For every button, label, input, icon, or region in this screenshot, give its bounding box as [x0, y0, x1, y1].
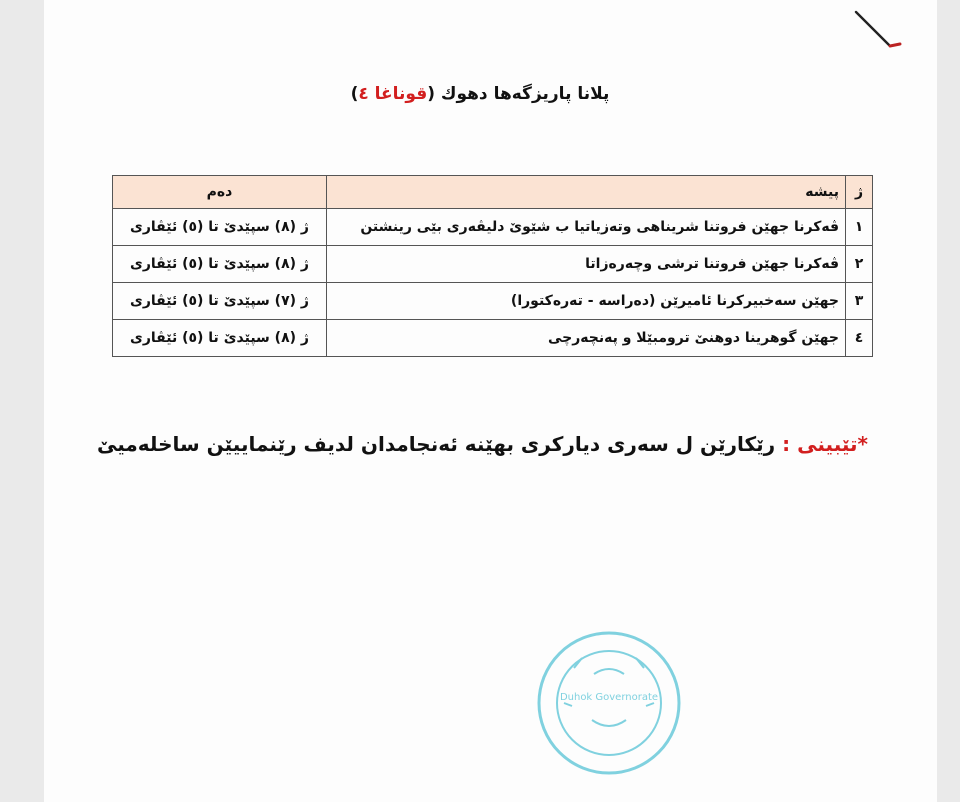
row-time: ژ (٨) سپێدێ تا (٥) ئێڤاری [113, 209, 327, 246]
header-number: ژ [846, 176, 873, 209]
row-time: ژ (٨) سپێدێ تا (٥) ئێڤاری [113, 320, 327, 357]
row-number: ٣ [846, 283, 873, 320]
table-row [113, 209, 873, 246]
row-time: ژ (٨) سپێدێ تا (٥) ئێڤاری [113, 246, 327, 283]
row-occupation: جهێن گوهرینا دوهنێ ترومبێلا و پەنچەرچی [327, 320, 846, 357]
document-page [44, 0, 937, 802]
official-stamp [534, 628, 684, 778]
table-row [113, 246, 873, 283]
title-highlight: قوناغا ٤ [358, 84, 428, 104]
table-row [113, 320, 873, 357]
header-occupation: پیشه [327, 176, 846, 209]
note-label: *تێبینی : [782, 432, 868, 456]
row-occupation: ڤەكرنا جهێن فروتنا شریناهی وتەزیاتیا ب شێوێ دلیڤەری بێی رینشتن [327, 209, 846, 246]
title-suffix: ) [350, 84, 359, 104]
title-prefix: پلانا پاریزگەها دهوك ( [427, 84, 610, 104]
table-header-row [113, 176, 873, 209]
header-time: دەم [113, 176, 327, 209]
note [97, 432, 868, 456]
row-number: ١ [846, 209, 873, 246]
row-occupation: ڤەكرنا جهێن فروتنا ترشی وچەرەزاتا [327, 246, 846, 283]
row-time: ژ (٧) سپێدێ تا (٥) ئێڤاری [113, 283, 327, 320]
pen-stroke-mark [850, 8, 910, 53]
page-title [0, 84, 960, 104]
row-number: ٤ [846, 320, 873, 357]
schedule-table [112, 175, 873, 357]
stamp-text: Duhok Governorate [559, 692, 659, 703]
row-number: ٢ [846, 246, 873, 283]
note-text: رێكارێن ل سەری دیاركری بهێنە ئەنجامدان لدیف رێنماییێن ساخلەمیێ [97, 432, 776, 456]
table-row [113, 283, 873, 320]
row-occupation: جهێن سەخبیركرنا ئامیرێن (دەراسە - تەرەكتورا) [327, 283, 846, 320]
